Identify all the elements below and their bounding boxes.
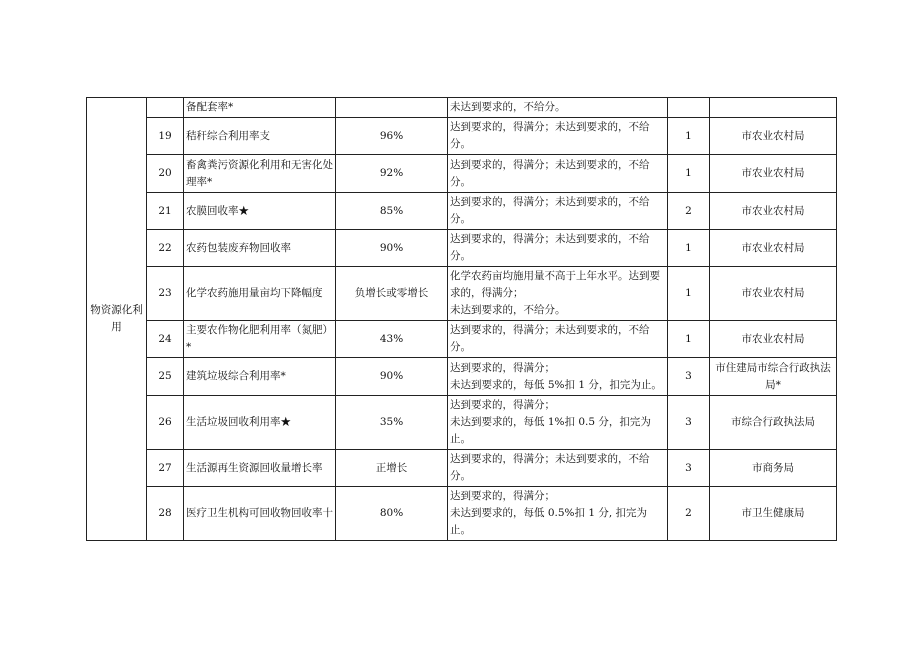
- scoring-standard-line: 未达到要求的，不给分。: [450, 101, 566, 113]
- score-value: 1: [668, 118, 710, 155]
- target-value: 负增长或零增长: [336, 267, 448, 321]
- indicator-name: 主要农作物化肥利用率（氮肥）*: [184, 321, 336, 358]
- scoring-standard-line: 分。: [450, 138, 471, 150]
- indicator-name: 农药包装废弃物回收率: [184, 230, 336, 267]
- scoring-standard-line: 求的，得满分；: [450, 287, 524, 299]
- table-row: [87, 267, 837, 321]
- responsible-dept: 市住建局市综合行政执法局*: [710, 358, 837, 396]
- scoring-standard-line: 达到要求的，得满分；: [450, 399, 555, 411]
- scoring-standard-line: 化学农药亩均施用量不高于上年水平。达到要: [450, 270, 660, 282]
- row-number: 19: [147, 118, 184, 155]
- scoring-standard: [448, 396, 668, 450]
- responsible-dept: 市农业农村局: [710, 118, 837, 155]
- score-value: 1: [668, 267, 710, 321]
- target-value: 43%: [336, 321, 448, 358]
- scoring-standard-line: 未达到要求的，不给分。: [450, 304, 566, 316]
- scoring-standard-line: 达到要求的，得满分；未达到要求的，不给: [450, 233, 650, 245]
- indicator-name: 农膜回收率★: [184, 193, 336, 230]
- responsible-dept: 市农业农村局: [710, 230, 837, 267]
- scoring-standard: [448, 487, 668, 541]
- target-value: 90%: [336, 358, 448, 396]
- responsible-dept: [710, 98, 837, 118]
- scoring-standard-line: 分。: [450, 470, 471, 482]
- indicator-name: 生活垃圾回收利用率★: [184, 396, 336, 450]
- scoring-standard: [448, 155, 668, 193]
- scoring-standard: [448, 321, 668, 358]
- target-value: 90%: [336, 230, 448, 267]
- responsible-dept: 市卫生健康局: [710, 487, 837, 541]
- table-row: [87, 396, 837, 450]
- target-value: 正增长: [336, 450, 448, 487]
- responsible-dept: 市综合行政执法局: [710, 396, 837, 450]
- indicator-name: 备配套率*: [184, 98, 336, 118]
- table-row: [87, 358, 837, 396]
- table-row: [87, 193, 837, 230]
- scoring-standard-line: 分。: [450, 250, 471, 262]
- scoring-standard: [448, 118, 668, 155]
- row-number: [147, 98, 184, 118]
- row-number: 20: [147, 155, 184, 193]
- target-value: [336, 98, 448, 118]
- row-number: 26: [147, 396, 184, 450]
- row-number: 25: [147, 358, 184, 396]
- scoring-standard-line: 达到要求的，得满分；未达到要求的，不给: [450, 324, 650, 336]
- scoring-standard-line: 分。: [450, 341, 471, 353]
- responsible-dept: 市农业农村局: [710, 155, 837, 193]
- table-row: [87, 450, 837, 487]
- scoring-standard: [448, 358, 668, 396]
- indicator-name: 生活源再生资源回收量增长率: [184, 450, 336, 487]
- row-number: 22: [147, 230, 184, 267]
- scoring-standard-line: 达到要求的，得满分；未达到要求的，不给: [450, 196, 650, 208]
- scoring-standard: [448, 98, 668, 118]
- indicator-name: 化学农药施用量亩均下降幅度: [184, 267, 336, 321]
- scoring-standard: [448, 230, 668, 267]
- table-row: [87, 118, 837, 155]
- score-value: 1: [668, 155, 710, 193]
- score-value: 3: [668, 358, 710, 396]
- target-value: 85%: [336, 193, 448, 230]
- scoring-standard-line: 达到要求的，得满分；未达到要求的，不给: [450, 121, 650, 133]
- scoring-standard-line: 分。: [450, 175, 471, 188]
- scoring-standard-line: 未达到要求的，每低 1%扣 0.5 分，扣完为: [450, 416, 651, 428]
- scoring-standard-line: 达到要求的，得满分；未达到要求的，不给: [450, 158, 650, 171]
- table-row: [87, 487, 837, 541]
- table-row: [87, 230, 837, 267]
- scoring-standard: [448, 193, 668, 230]
- table-row: [87, 155, 837, 193]
- target-value: 96%: [336, 118, 448, 155]
- responsible-dept: 市商务局: [710, 450, 837, 487]
- target-value: 35%: [336, 396, 448, 450]
- row-number: 21: [147, 193, 184, 230]
- table-row: [87, 321, 837, 358]
- row-number: 28: [147, 487, 184, 541]
- scoring-standard: [448, 267, 668, 321]
- scoring-standard-line: 分。: [450, 213, 471, 225]
- score-value: 2: [668, 487, 710, 541]
- indicator-table: [86, 97, 837, 541]
- category-cell: 物资源化利用: [87, 98, 147, 541]
- row-number: 23: [147, 267, 184, 321]
- scoring-standard: [448, 450, 668, 487]
- target-value: 80%: [336, 487, 448, 541]
- indicator-name: 建筑垃圾综合利用率*: [184, 358, 336, 396]
- responsible-dept: 市农业农村局: [710, 267, 837, 321]
- responsible-dept: 市农业农村局: [710, 193, 837, 230]
- scoring-standard-line: 未达到要求的，每低 5%扣 1 分，扣完为止。: [450, 378, 662, 391]
- scoring-standard-line: 未达到要求的，每低 0.5%扣 1 分, 扣完为止。: [450, 507, 648, 536]
- score-value: 3: [668, 450, 710, 487]
- score-value: 2: [668, 193, 710, 230]
- score-value: [668, 98, 710, 118]
- row-number: 24: [147, 321, 184, 358]
- target-value: 92%: [336, 155, 448, 193]
- score-value: 3: [668, 396, 710, 450]
- scoring-standard-line: 止。: [450, 433, 471, 445]
- row-number: 27: [147, 450, 184, 487]
- indicator-name: 秸秆综合利用率支: [184, 118, 336, 155]
- scoring-standard-line: 达到要求的，得满分；未达到要求的，不给: [450, 453, 650, 465]
- score-value: 1: [668, 230, 710, 267]
- scoring-standard-line: 达到要求的，得满分；: [450, 490, 555, 502]
- table-row: [87, 98, 837, 118]
- indicator-name: 医疗卫生机构可回收物回收率十: [184, 487, 336, 541]
- responsible-dept: 市农业农村局: [710, 321, 837, 358]
- scoring-standard-line: 达到要求的，得满分；: [450, 361, 555, 374]
- indicator-name: 畜禽粪污资源化利用和无害化处理率*: [184, 155, 336, 193]
- score-value: 1: [668, 321, 710, 358]
